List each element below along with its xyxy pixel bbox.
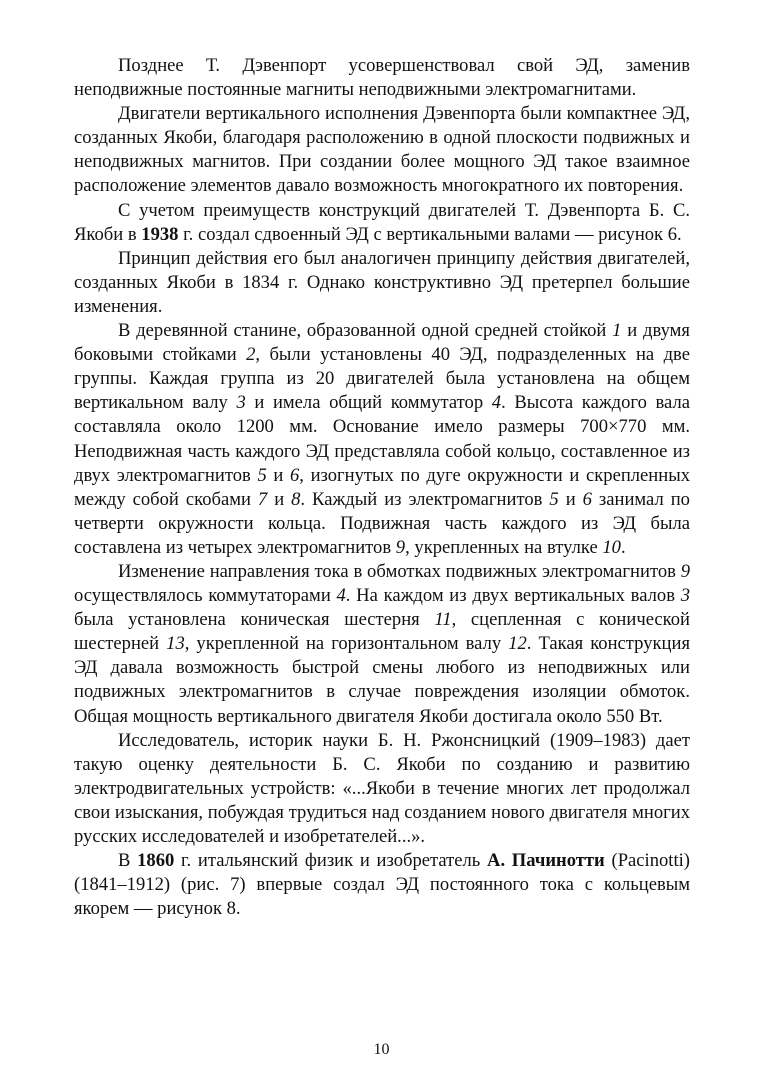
text-run: , укрепленной на горизонтальном валу — [184, 633, 509, 655]
paragraph-wooden-frame — [74, 319, 690, 560]
paragraph-historian-quote — [74, 729, 690, 849]
text-run: и — [558, 488, 583, 510]
italic-text-run: 8 — [291, 488, 301, 510]
text-run: С учетом преимуществ конструкций двигателей Т. Дэвенпорта Б. С. Якоби в — [74, 199, 690, 245]
text-run: Позднее Т. Дэвенпорт усовершенствовал свой ЭД, заменив неподвижные постоянные магниты неподвижными электромагнитами. — [74, 55, 690, 101]
italic-text-run: 9 — [395, 536, 406, 558]
paragraph-current-direction — [74, 560, 690, 729]
text-run: Принцип действия его был аналогичен принципу действия двигателей, созданных Якоби в 1834 г. Однако конструктивно ЭД претерпел большие изменения. — [74, 247, 690, 317]
text-run: и двумя боковыми стойками — [74, 320, 690, 366]
text-run: и — [266, 464, 290, 486]
text-run: . На каждом из двух вертикальных валов — [345, 585, 681, 607]
paragraph-vertical-motors — [74, 102, 690, 198]
italic-text-run: 3 — [680, 585, 691, 607]
text-run: Изменение направления тока в обмотках подвижных электромагнитов — [118, 560, 681, 582]
paragraph-jacobi-double-motor — [74, 199, 690, 247]
text-run: Исследователь, историк науки Б. Н. Ржонсницкий (1909–1983) дает такую оценку деятельности Б. С. Якоби по созданию и развитию электродвигательных устройств: «...Якоби в течение многих лет продолжал свои изыскания, побуждая трудиться над созданием нового двигателя многих русских исследователей и изобретателей...». — [74, 729, 690, 847]
text-run: , укрепленных на втулке — [405, 536, 603, 558]
text-run: осуществлялось коммутаторами — [74, 585, 337, 607]
text-run: г. итальянский физик и изобретатель — [174, 850, 488, 872]
text-run: г. создал сдвоенный ЭД с вертикальными валами — рисунок 6. — [178, 223, 682, 245]
text-run: занимал по четверти окружности кольца. Подвижная часть каждого из ЭД была составлена из четырех электромагнитов — [74, 488, 690, 558]
italic-text-run: 7 — [257, 488, 268, 510]
text-run: . Каждый из электромагнитов — [300, 488, 550, 510]
italic-text-run: 6 — [582, 488, 592, 510]
text-run: , изогнутых по дуге окружности и скрепленных между собой скобами — [74, 464, 691, 510]
text-run: . — [620, 536, 626, 558]
italic-text-run: 12 — [508, 633, 527, 655]
italic-text-run: 5 — [257, 464, 267, 486]
italic-text-run: 13 — [166, 633, 185, 655]
text-run: (Pacinotti) (1841–1912) (рис. 7) впервые создал ЭД постоянного тока с кольцевым якорем — рисунок 8. — [74, 850, 690, 920]
page-number: 10 — [373, 1041, 390, 1058]
italic-text-run: 10 — [602, 536, 621, 558]
italic-text-run: 4 — [336, 585, 346, 607]
text-run: Двигатели вертикального исполнения Дэвенпорта были компактнее ЭД, созданных Якоби, благодаря расположению в одной плоскости подвижных и неподвижных магнитов. При создании более мощного ЭД такое взаимное расположение элементов давало возможность многократного их повторения. — [74, 103, 690, 197]
text-run: . Такая конструкция ЭД давала возможность быстрой смены любого из неподвижных или подвижных электромагнитов в случае повреждения изоляции обмоток. Общая мощность вертикального двигателя Якоби достигала около 550 Вт. — [74, 633, 690, 727]
bold-text-run: 1860 — [137, 850, 175, 872]
text-run: и имела общий коммутатор — [245, 392, 492, 414]
text-run: была установлена коническая шестерня — [74, 609, 435, 631]
page-body — [74, 54, 690, 921]
paragraph-davenport-electromagnets — [74, 54, 690, 102]
italic-text-run: 2 — [246, 344, 256, 366]
text-run: В — [118, 850, 138, 872]
bold-text-run: 1938 — [141, 223, 179, 245]
italic-text-run: 4 — [491, 392, 502, 414]
paragraph-pacinotti — [74, 849, 690, 921]
italic-text-run: 5 — [549, 488, 559, 510]
italic-text-run: 9 — [680, 560, 690, 582]
text-run: . Высота каждого вала составляла около 1200 мм. Основание имело размеры 700×770 мм. Неподвижная часть каждого ЭД представляла собой кольцо, составленное из двух электромагнитов — [74, 392, 690, 486]
text-run: и — [267, 488, 292, 510]
text-run: , были установлены 40 ЭД, подразделенных на две группы. Каждая группа из 20 двигателей была установлена на общем вертикальном валу — [74, 344, 690, 414]
text-run: В деревянной станине, образованной одной средней стойкой — [118, 320, 613, 342]
bold-text-run: А. Пачинотти — [487, 850, 605, 872]
text-run: , сцепленная с конической шестерней — [74, 609, 690, 655]
italic-text-run: 1 — [612, 320, 622, 342]
italic-text-run: 6 — [289, 464, 300, 486]
italic-text-run: 3 — [236, 392, 246, 414]
italic-text-run: 11 — [434, 609, 452, 631]
paragraph-operating-principle — [74, 247, 690, 319]
